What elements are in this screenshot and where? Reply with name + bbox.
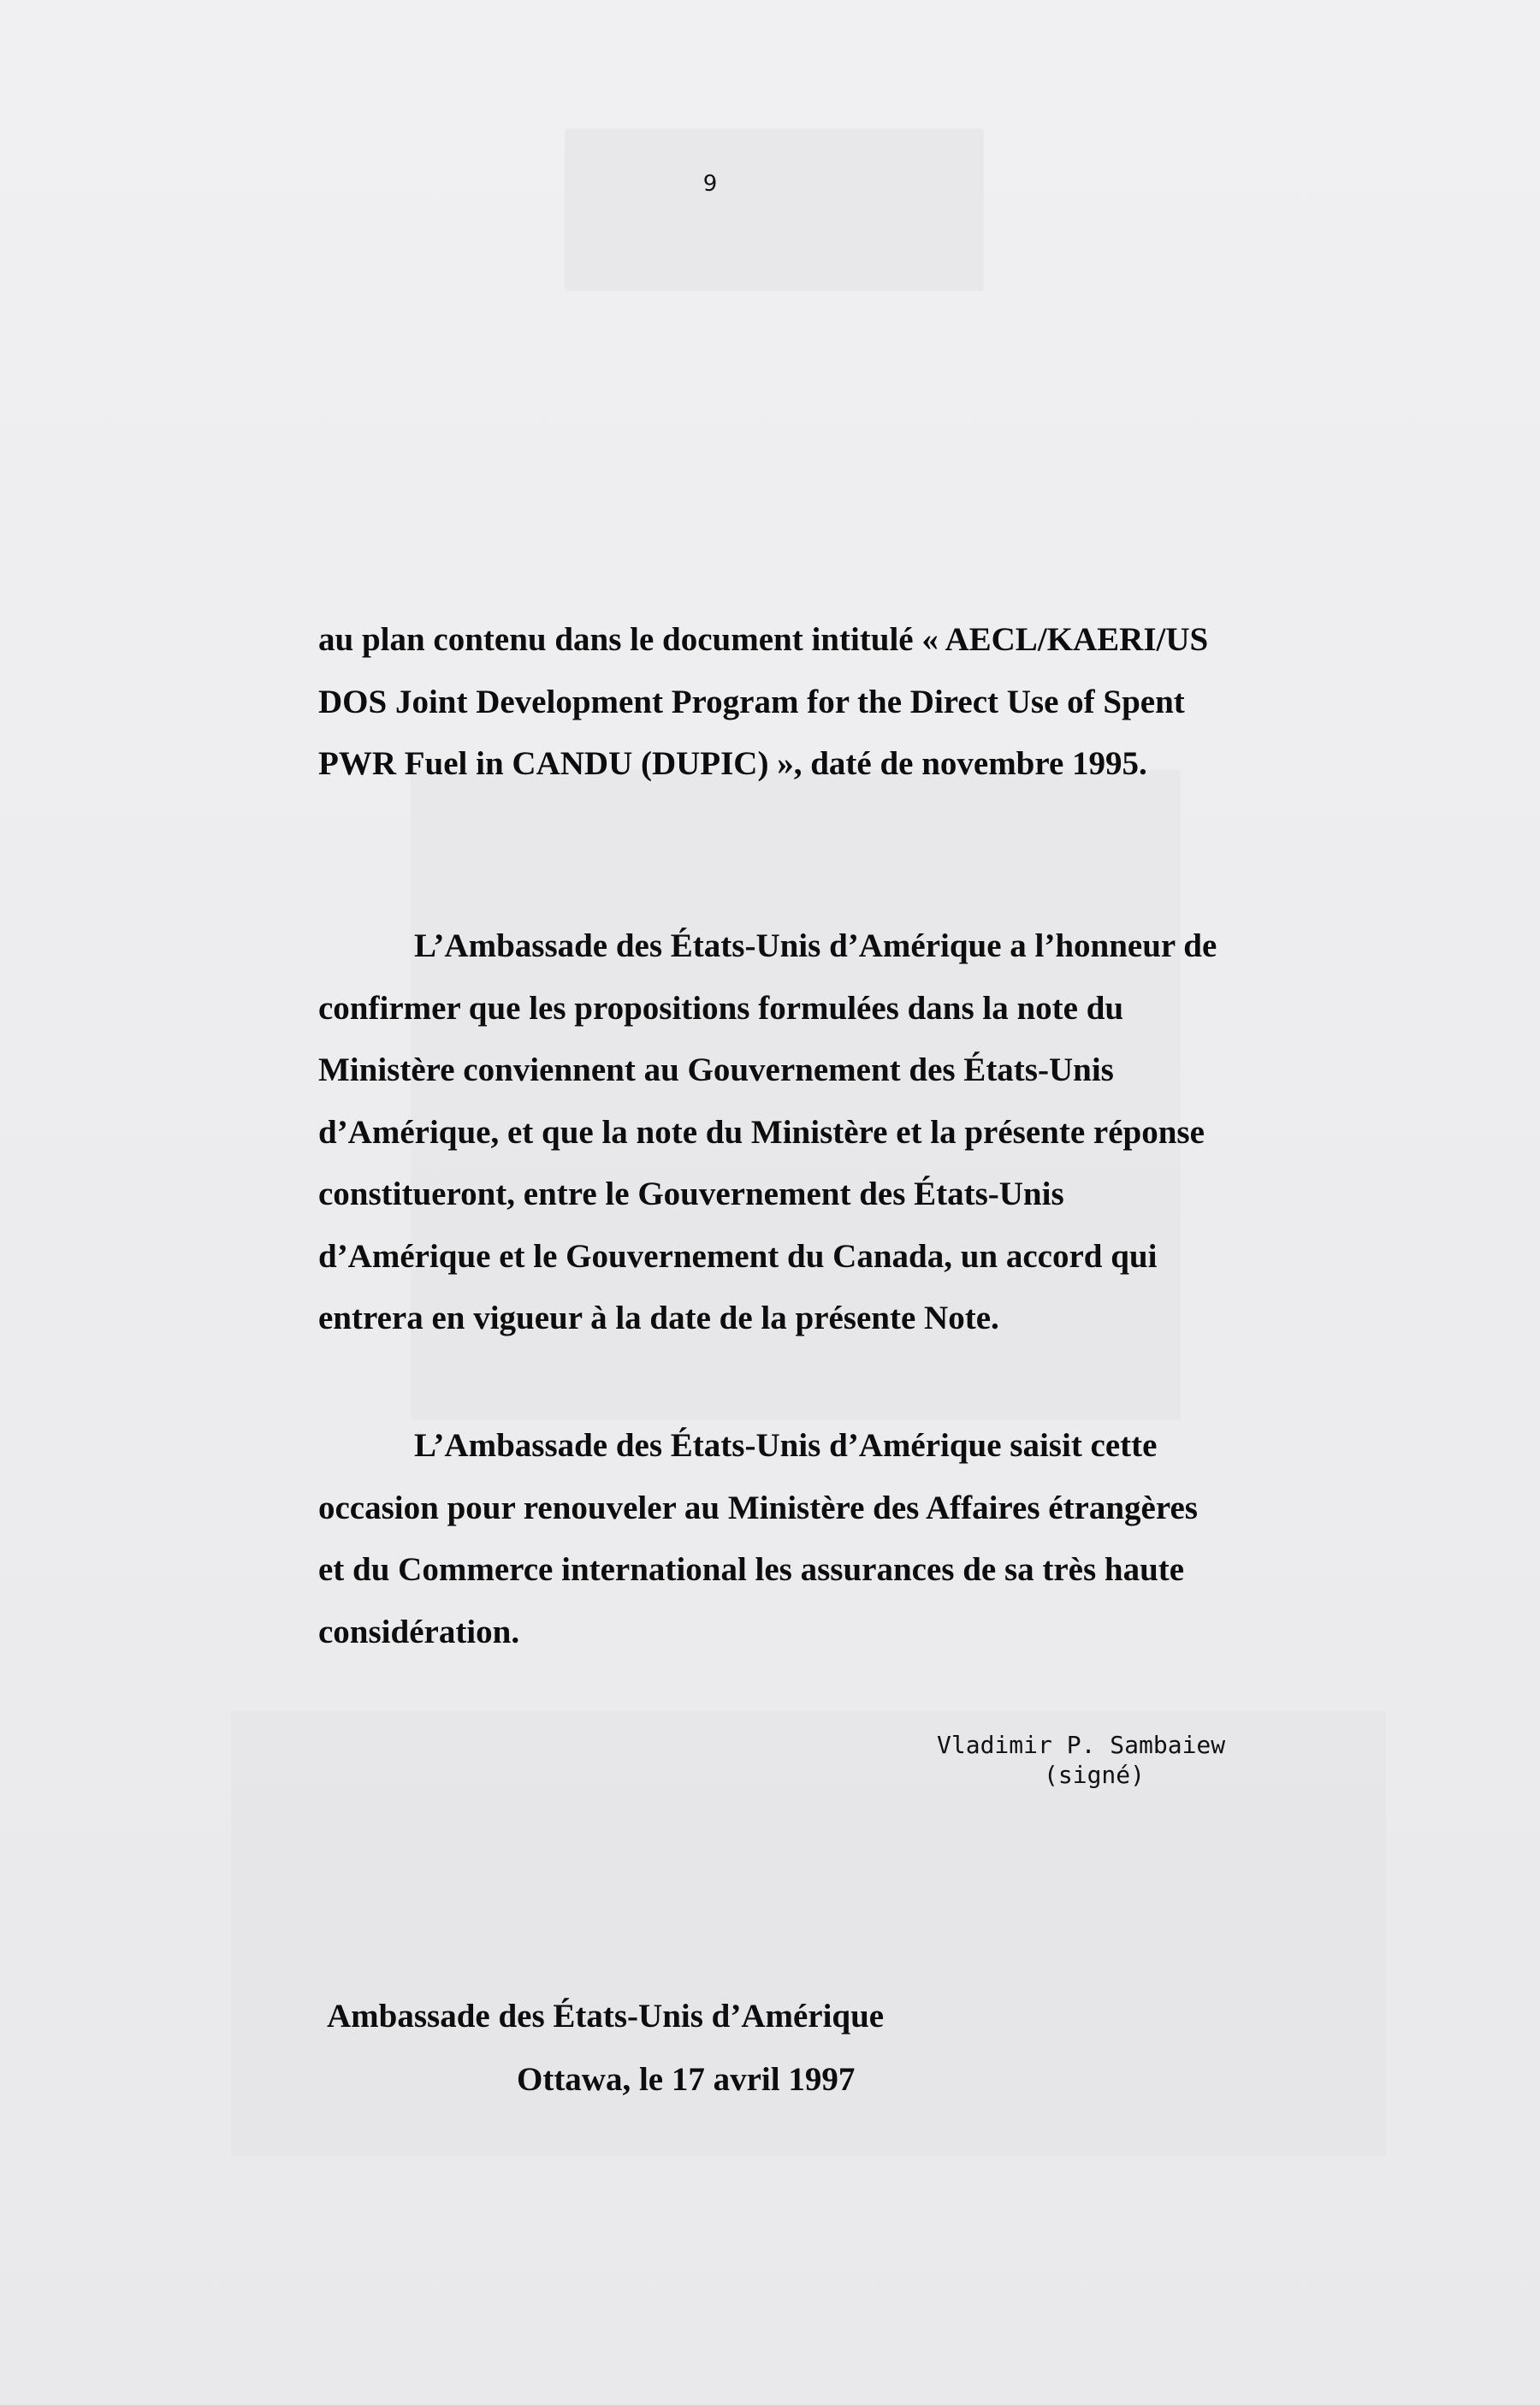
- embassy-name: Ambassade des États-Unis d’Amérique: [327, 1998, 885, 2035]
- text-line: et du Commerce international les assurances de sa très haute: [318, 1551, 1185, 1588]
- text-line: d’Amérique et le Gouvernement du Canada, un accord qui: [318, 1237, 1158, 1275]
- place-and-date: Ottawa, le 17 avril 1997: [517, 2061, 856, 2098]
- signatory-name: Vladimir P. Sambaiew: [937, 1731, 1226, 1759]
- text-line: entrera en vigueur à la date de la présente Note.: [318, 1300, 999, 1336]
- bleed-through-shadow: [565, 128, 984, 291]
- text-line: confirmer que les propositions formulées dans la note du: [318, 989, 1124, 1027]
- text-line: PWR Fuel in CANDU (DUPIC) », daté de novembre 1995.: [318, 745, 1147, 782]
- text-line: constitueront, entre le Gouvernement des États-Unis: [318, 1176, 1064, 1212]
- text-line: L’Ambassade des États-Unis d’Amérique a l’honneur de: [414, 927, 1217, 964]
- text-line: au plan contenu dans le document intitulé « AECL/KAERI/US: [318, 621, 1209, 658]
- text-line: occasion pour renouveler au Ministère des Affaires étrangères: [318, 1489, 1198, 1526]
- text-line: DOS Joint Development Program for the Direct Use of Spent: [318, 683, 1185, 720]
- text-line: Ministère conviennent au Gouvernement des États-Unis: [318, 1051, 1114, 1088]
- signature-block: [937, 1730, 1279, 1790]
- text-line: L’Ambassade des États-Unis d’Amérique saisit cette: [414, 1427, 1158, 1464]
- text-line: considération.: [318, 1613, 520, 1650]
- paragraph-confirmation: [318, 915, 1285, 1350]
- signed-note: (signé): [1044, 1761, 1146, 1789]
- closing-block: [327, 1985, 1011, 2112]
- text-line: d’Amérique, et que la note du Ministère et la présente réponse: [318, 1113, 1205, 1151]
- page-number: 9: [702, 171, 718, 197]
- paragraph-continuation: [318, 609, 1285, 796]
- paragraph-closing-courtesy: [318, 1415, 1285, 1663]
